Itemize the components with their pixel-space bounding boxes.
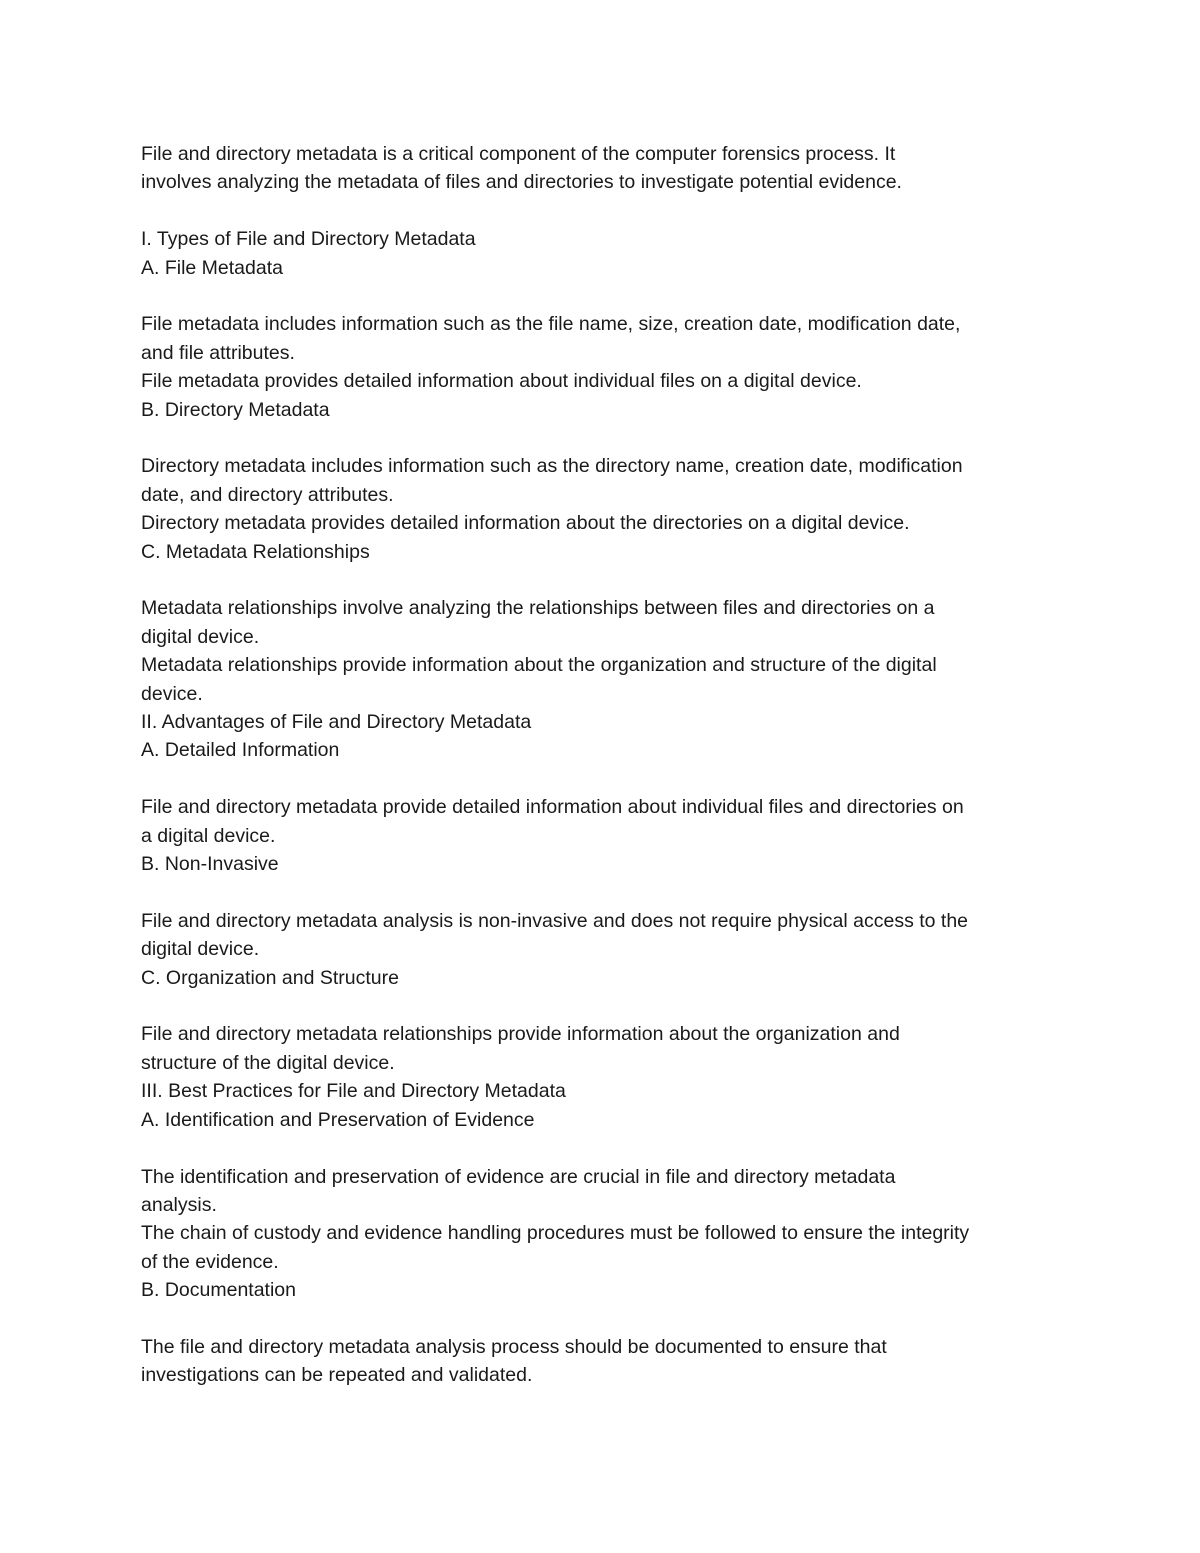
paragraph-line: Metadata relationships provide information about the organization and structure of the digital bbox=[141, 654, 937, 677]
blank-line bbox=[141, 992, 1071, 1020]
blank-line bbox=[141, 878, 1071, 906]
paragraph-line: File and directory metadata relationships provide information about the organization and bbox=[141, 1023, 900, 1046]
paragraph-line: Directory metadata provides detailed information about the directories on a digital device. bbox=[141, 512, 910, 535]
paragraph-line: device. bbox=[141, 682, 203, 705]
paragraph-line: investigations can be repeated and validated. bbox=[141, 1364, 533, 1387]
paragraph-line: File metadata includes information such as the file name, size, creation date, modification date, bbox=[141, 313, 961, 336]
section-heading-3: III. Best Practices for File and Directory Metadata bbox=[141, 1080, 566, 1103]
subheading-identification-preservation: A. Identification and Preservation of Evidence bbox=[141, 1108, 535, 1131]
paragraph-line: digital device. bbox=[141, 625, 260, 648]
paragraph-line: The chain of custody and evidence handling procedures must be followed to ensure the integrity bbox=[141, 1222, 970, 1245]
subheading-documentation: B. Documentation bbox=[141, 1279, 297, 1302]
section-heading-2: II. Advantages of File and Directory Metadata bbox=[141, 711, 532, 734]
paragraph-line: The file and directory metadata analysis process should be documented to ensure that bbox=[141, 1335, 887, 1358]
paragraph-line: a digital device. bbox=[141, 824, 276, 847]
blank-line bbox=[141, 282, 1071, 310]
blank-line bbox=[141, 566, 1071, 594]
paragraph-line: analysis. bbox=[141, 1193, 217, 1216]
blank-line bbox=[141, 197, 1071, 225]
blank-line bbox=[141, 1134, 1071, 1162]
paragraph-line: digital device. bbox=[141, 938, 260, 961]
subheading-detailed-information: A. Detailed Information bbox=[141, 739, 340, 762]
section-heading-1: I. Types of File and Directory Metadata bbox=[141, 228, 476, 251]
intro-line-1: File and directory metadata is a critical component of the computer forensics process. It bbox=[141, 143, 896, 165]
paragraph-line: File and directory metadata provide detailed information about individual files and directories on bbox=[141, 796, 964, 819]
paragraph-line: of the evidence. bbox=[141, 1250, 279, 1273]
intro-line-2: involves analyzing the metadata of files and directories to investigate potential evidence. bbox=[141, 171, 902, 194]
paragraph-line: Directory metadata includes information such as the directory name, creation date, modification bbox=[141, 455, 963, 478]
paragraph-line: File metadata provides detailed information about individual files on a digital device. bbox=[141, 370, 862, 393]
subheading-file-metadata: A. File Metadata bbox=[141, 256, 283, 279]
paragraph-line: date, and directory attributes. bbox=[141, 483, 394, 506]
subheading-organization-structure: C. Organization and Structure bbox=[141, 966, 399, 989]
blank-line bbox=[141, 424, 1071, 452]
document-body bbox=[141, 140, 1071, 1390]
paragraph-line: structure of the digital device. bbox=[141, 1051, 395, 1074]
paragraph-line: The identification and preservation of evidence are crucial in file and directory metadata bbox=[141, 1165, 896, 1188]
blank-line bbox=[141, 765, 1071, 793]
paragraph-line: File and directory metadata analysis is non-invasive and does not require physical access to the bbox=[141, 909, 969, 932]
paragraph-line: Metadata relationships involve analyzing the relationships between files and directories on a bbox=[141, 597, 935, 620]
subheading-directory-metadata: B. Directory Metadata bbox=[141, 398, 330, 421]
paragraph-line: and file attributes. bbox=[141, 341, 295, 364]
subheading-non-invasive: B. Non-Invasive bbox=[141, 853, 279, 876]
blank-line bbox=[141, 1305, 1071, 1333]
subheading-metadata-relationships: C. Metadata Relationships bbox=[141, 540, 370, 563]
